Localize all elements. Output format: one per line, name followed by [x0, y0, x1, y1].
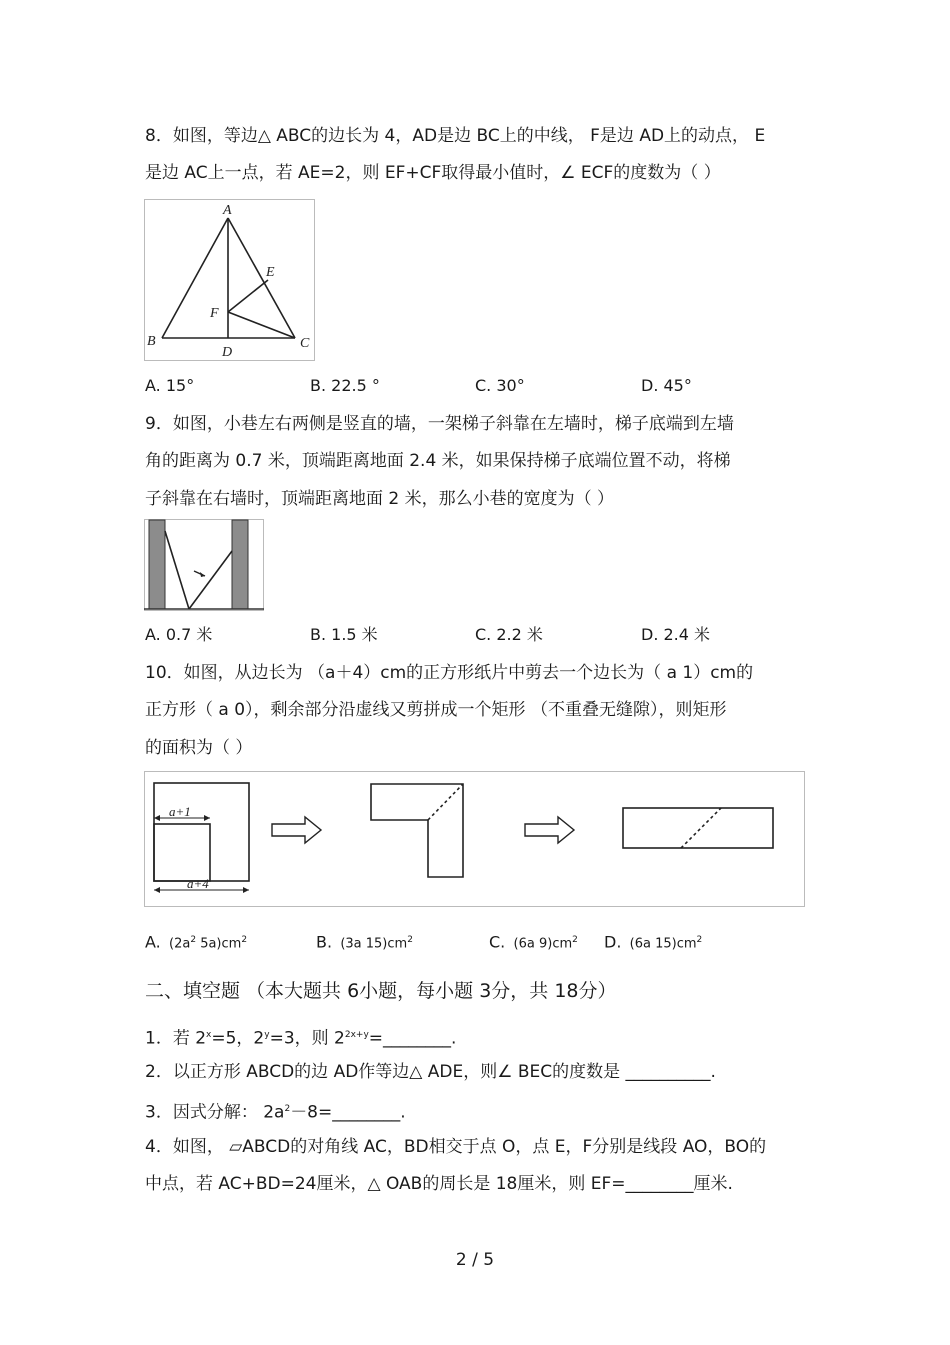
- fill-q1: 1．若 $2^x=5$，$2^y=3$，则 $2^{2x+y}=\_\_\_\_\_\_\_\_$.: [145, 1028, 457, 1049]
- q8-option-b: B. 22.5 °: [310, 376, 380, 395]
- q9-option-c: C. 2.2 米: [475, 625, 543, 644]
- label-a-plus-1: a+1: [169, 804, 191, 819]
- q8-line1: 8．如图，等边△ ABC的边长为 4，AD是边 BC上的中线， F是边 AD上的动点， E: [145, 126, 766, 146]
- fill-q2: 2．以正方形 ABCD的边 AD作等边△ ADE，则∠ BEC的度数是 __________.: [145, 1062, 716, 1082]
- label-a-plus-4: a+4: [187, 876, 209, 891]
- q9-option-a: A. 0.7 米: [145, 625, 213, 644]
- q10-line1: 10．如图，从边长为 （a＋4）cm的正方形纸片中剪去一个边长为（ a 1）cm的: [145, 663, 754, 683]
- q10-square-cut-figure: [144, 771, 805, 907]
- q8-option-a: A. 15°: [145, 376, 195, 395]
- q9-line2: 角的距离为 0.7 米，顶端距离地面 2.4 米，如果保持梯子底端位置不动，将梯: [145, 451, 731, 471]
- fill-q4-line1: 4．如图， ▱ABCD的对角线 AC，BD相交于点 O，点 E，F分别是线段 AO，BO的: [145, 1137, 767, 1157]
- label-a: A: [223, 203, 232, 218]
- section-heading: 二、填空题 （本大题共 6小题，每小题 3分，共 18分）: [145, 980, 617, 1002]
- fill-q3: 3．因式分解： $2a^2-8=\_\_\_\_\_\_\_\_$.: [145, 1102, 406, 1123]
- q10-line3: 的面积为（ ）: [145, 738, 253, 758]
- q9-option-d: D. 2.4 米: [641, 625, 711, 644]
- q9-line3: 子斜靠在右墙时，顶端距离地面 2 米，那么小巷的宽度为（ ）: [145, 489, 615, 509]
- q9-option-b: B. 1.5 米: [310, 625, 378, 644]
- label-f: F: [210, 306, 219, 321]
- q8-option-d: D. 45°: [641, 376, 692, 395]
- q9-alley-figure: [144, 519, 264, 611]
- label-e: E: [266, 265, 275, 280]
- label-b: B: [147, 334, 156, 349]
- q10-option-a: A. ($2a^2$ $5a)cm^2$: [145, 932, 248, 952]
- q10-option-c: C. (6a $9)cm^2$: [489, 932, 578, 952]
- fill-q4-line2: 中点，若 AC+BD=24厘米，△ OAB的周长是 18厘米，则 EF=________厘米.: [145, 1174, 733, 1194]
- q10-line2: 正方形（ a 0），剩余部分沿虚线又剪拼成一个矩形 （不重叠无缝隙），则矩形: [145, 700, 727, 720]
- q8-triangle-figure: [144, 199, 315, 361]
- q8-line2: 是边 AC上一点，若 AE=2，则 EF+CF取得最小值时，∠ ECF的度数为（ ）: [145, 163, 721, 183]
- q9-line1: 9．如图，小巷左右两侧是竖直的墙，一架梯子斜靠在左墙时，梯子底端到左墙: [145, 414, 734, 434]
- q10-option-d: D. (6a $15)cm^2$: [604, 932, 703, 952]
- label-d: D: [222, 345, 233, 360]
- q10-option-b: B. (3a $15)cm^2$: [316, 932, 413, 952]
- label-c: C: [300, 336, 310, 351]
- q8-option-c: C. 30°: [475, 376, 525, 395]
- page-number: 2 / 5: [455, 1250, 495, 1270]
